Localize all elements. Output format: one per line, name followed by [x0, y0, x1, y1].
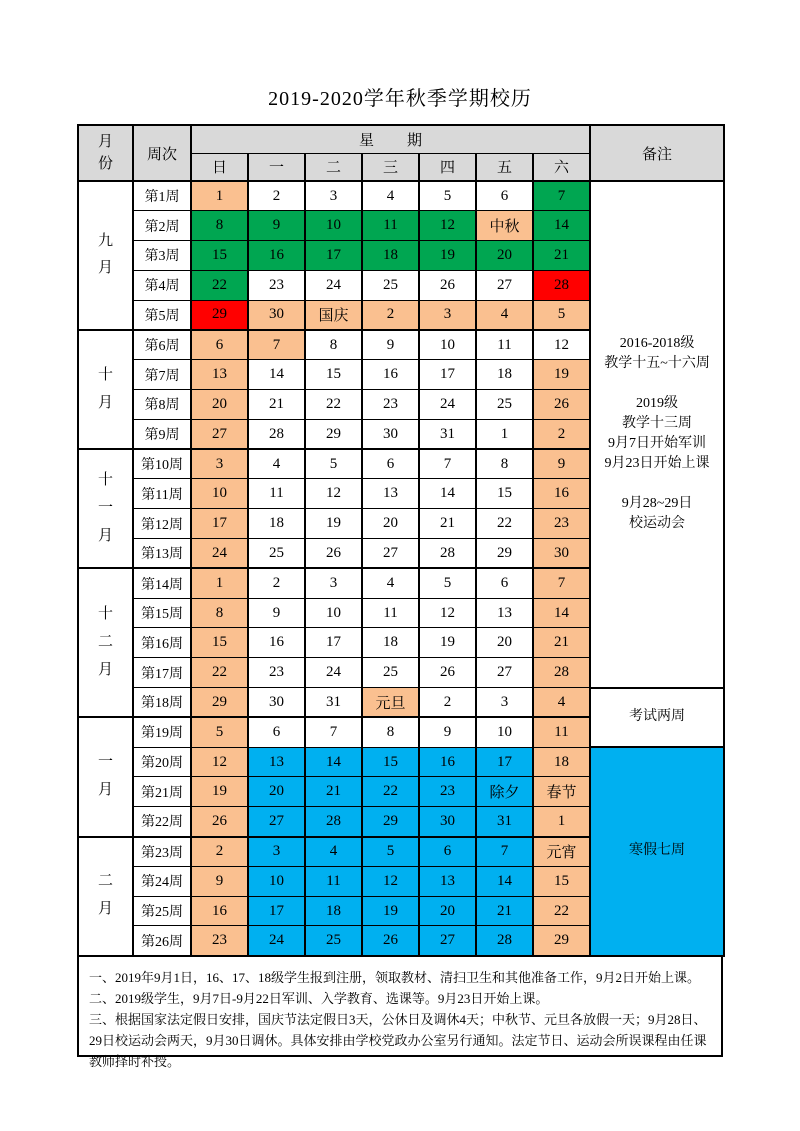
header-day-label: 日	[211, 160, 227, 177]
day-cell: 5	[362, 837, 419, 867]
day-cell: 8	[476, 449, 533, 479]
day-cell: 22	[476, 509, 533, 539]
week-label: 第10周	[133, 449, 191, 479]
day-cell: 6	[191, 330, 248, 360]
week-label: 第6周	[133, 330, 191, 360]
week-label: 第2周	[133, 211, 191, 241]
header-day	[419, 153, 476, 181]
week-label: 第15周	[133, 598, 191, 628]
day-cell: 21	[248, 390, 305, 420]
day-cell: 1	[533, 807, 590, 837]
day-cell: 4	[476, 300, 533, 330]
day-cell: 29	[476, 539, 533, 569]
day-cell: 16	[191, 896, 248, 926]
header-day-label: 一	[268, 160, 284, 177]
header-weekday-group	[191, 125, 590, 153]
day-cell: 30	[362, 419, 419, 449]
week-row	[78, 747, 724, 777]
day-cell: 7	[533, 568, 590, 598]
day-cell: 2	[419, 688, 476, 718]
day-cell: 12	[305, 479, 362, 509]
day-cell: 5	[191, 717, 248, 747]
month-label-text: 九月	[97, 232, 113, 277]
day-cell: 6	[476, 568, 533, 598]
day-cell: 17	[476, 747, 533, 777]
day-cell: 27	[248, 807, 305, 837]
day-cell: 4	[533, 688, 590, 718]
remarks-line: 9月28~29日	[621, 496, 693, 512]
day-cell: 9	[191, 866, 248, 896]
day-cell: 3	[476, 688, 533, 718]
day-cell: 14	[533, 211, 590, 241]
header-month-label: 月份	[97, 133, 113, 172]
day-cell: 12	[533, 330, 590, 360]
day-cell: 23	[419, 777, 476, 807]
day-cell: 3	[191, 449, 248, 479]
day-cell: 7	[248, 330, 305, 360]
day-cell: 3	[248, 837, 305, 867]
day-cell: 2	[362, 300, 419, 330]
day-cell: 4	[248, 449, 305, 479]
day-cell: 除夕	[476, 777, 533, 807]
day-cell: 22	[533, 896, 590, 926]
week-label: 第23周	[133, 837, 191, 867]
day-cell: 1	[476, 419, 533, 449]
day-cell: 8	[305, 330, 362, 360]
day-cell: 6	[419, 837, 476, 867]
note-line: 二、2019级学生，9月7日-9月22日军训、入学教育、选课等。9月23日开始上课。	[89, 990, 549, 1006]
week-label: 第13周	[133, 539, 191, 569]
week-label: 第11周	[133, 479, 191, 509]
day-cell: 31	[305, 688, 362, 718]
day-cell: 10	[476, 717, 533, 747]
week-label: 第7周	[133, 360, 191, 390]
note-line: 一、2019年9月1日，16、17、18级学生报到注册，领取教材、清扫卫生和其他准备工作，9月2日开始上课。	[89, 969, 701, 985]
day-cell: 10	[248, 866, 305, 896]
week-row	[78, 688, 724, 718]
day-cell: 12	[362, 866, 419, 896]
day-cell: 25	[248, 539, 305, 569]
day-cell: 20	[476, 628, 533, 658]
week-label: 第18周	[133, 688, 191, 718]
day-cell: 27	[362, 539, 419, 569]
header-week	[133, 125, 191, 181]
remarks-cell	[590, 688, 724, 748]
day-cell: 14	[533, 598, 590, 628]
day-cell: 2	[533, 419, 590, 449]
day-cell: 20	[419, 896, 476, 926]
day-cell: 31	[476, 807, 533, 837]
day-cell: 16	[533, 479, 590, 509]
day-cell: 1	[191, 568, 248, 598]
week-label: 第1周	[133, 181, 191, 211]
day-cell: 17	[305, 628, 362, 658]
day-cell: 5	[419, 181, 476, 211]
header-day	[305, 153, 362, 181]
day-cell: 7	[476, 837, 533, 867]
day-cell: 15	[362, 747, 419, 777]
day-cell: 23	[362, 390, 419, 420]
remarks-line: 2019级	[636, 396, 679, 412]
header-day-label: 五	[496, 160, 512, 177]
week-label: 第21周	[133, 777, 191, 807]
header-remarks	[590, 125, 724, 181]
day-cell: 10	[305, 598, 362, 628]
day-cell: 12	[191, 747, 248, 777]
day-cell: 9	[362, 330, 419, 360]
day-cell: 8	[191, 598, 248, 628]
day-cell: 21	[533, 628, 590, 658]
day-cell: 20	[476, 241, 533, 271]
day-cell: 28	[533, 270, 590, 300]
day-cell: 13	[476, 598, 533, 628]
day-cell: 18	[476, 360, 533, 390]
day-cell: 4	[362, 181, 419, 211]
day-cell: 26	[362, 926, 419, 956]
day-cell: 6	[362, 449, 419, 479]
day-cell: 27	[476, 658, 533, 688]
day-cell: 18	[362, 628, 419, 658]
day-cell: 中秋	[476, 211, 533, 241]
header-day-label: 六	[554, 160, 570, 177]
day-cell: 16	[248, 241, 305, 271]
day-cell: 19	[305, 509, 362, 539]
day-cell: 元宵	[533, 837, 590, 867]
day-cell: 16	[248, 628, 305, 658]
day-cell: 11	[362, 211, 419, 241]
day-cell: 11	[533, 717, 590, 747]
day-cell: 15	[191, 241, 248, 271]
header-day	[248, 153, 305, 181]
day-cell: 8	[362, 717, 419, 747]
day-cell: 24	[248, 926, 305, 956]
day-cell: 18	[248, 509, 305, 539]
day-cell: 14	[248, 360, 305, 390]
day-cell: 9	[248, 211, 305, 241]
day-cell: 9	[248, 598, 305, 628]
day-cell: 26	[533, 390, 590, 420]
day-cell: 19	[419, 241, 476, 271]
week-label: 第22周	[133, 807, 191, 837]
day-cell: 11	[248, 479, 305, 509]
day-cell: 5	[419, 568, 476, 598]
day-cell: 26	[305, 539, 362, 569]
month-label	[78, 837, 133, 956]
day-cell: 20	[362, 509, 419, 539]
week-label: 第5周	[133, 300, 191, 330]
day-cell: 29	[362, 807, 419, 837]
week-label: 第26周	[133, 926, 191, 956]
month-label	[78, 449, 133, 568]
day-cell: 29	[533, 926, 590, 956]
day-cell: 25	[305, 926, 362, 956]
header-day	[533, 153, 590, 181]
day-cell: 5	[533, 300, 590, 330]
day-cell: 16	[419, 747, 476, 777]
remarks-line	[591, 374, 723, 394]
month-label-text: 十二月	[97, 606, 113, 678]
day-cell: 13	[419, 866, 476, 896]
day-cell: 7	[533, 181, 590, 211]
week-label: 第14周	[133, 568, 191, 598]
header-day	[362, 153, 419, 181]
page-title: 2019-2020学年秋季学期校历	[268, 88, 532, 110]
day-cell: 29	[191, 688, 248, 718]
day-cell: 24	[305, 658, 362, 688]
day-cell: 28	[305, 807, 362, 837]
day-cell: 16	[362, 360, 419, 390]
day-cell: 14	[305, 747, 362, 777]
day-cell: 7	[305, 717, 362, 747]
day-cell: 19	[191, 777, 248, 807]
day-cell: 3	[419, 300, 476, 330]
day-cell: 24	[305, 270, 362, 300]
day-cell: 20	[248, 777, 305, 807]
day-cell: 29	[191, 300, 248, 330]
day-cell: 28	[476, 926, 533, 956]
calendar-table	[77, 124, 725, 957]
remarks-line: 寒假七周	[629, 843, 686, 859]
day-cell: 22	[362, 777, 419, 807]
week-label: 第25周	[133, 896, 191, 926]
remarks-line: 9月23日开始上课	[604, 456, 710, 472]
calendar-body	[78, 181, 724, 956]
day-cell: 27	[476, 270, 533, 300]
day-cell: 17	[419, 360, 476, 390]
day-cell: 19	[533, 360, 590, 390]
day-cell: 22	[191, 658, 248, 688]
week-label: 第17周	[133, 658, 191, 688]
day-cell: 13	[191, 360, 248, 390]
day-cell: 国庆	[305, 300, 362, 330]
day-cell: 30	[419, 807, 476, 837]
day-cell: 3	[305, 568, 362, 598]
day-cell: 25	[362, 658, 419, 688]
day-cell: 6	[476, 181, 533, 211]
day-cell: 18	[533, 747, 590, 777]
remarks-line: 2016-2018级	[619, 336, 695, 352]
header-month	[78, 125, 133, 181]
day-cell: 21	[476, 896, 533, 926]
day-cell: 23	[248, 658, 305, 688]
header-remarks-label: 备注	[642, 146, 673, 163]
remarks-line: 9月7日开始军训	[608, 436, 707, 452]
day-cell: 30	[248, 688, 305, 718]
remarks-line: 教学十五~十六周	[604, 356, 710, 372]
day-cell: 21	[305, 777, 362, 807]
week-label: 第16周	[133, 628, 191, 658]
week-label: 第4周	[133, 270, 191, 300]
day-cell: 17	[248, 896, 305, 926]
day-cell: 15	[305, 360, 362, 390]
day-cell: 10	[191, 479, 248, 509]
day-cell: 31	[419, 419, 476, 449]
day-cell: 26	[419, 270, 476, 300]
header-row-top	[78, 125, 724, 153]
day-cell: 15	[533, 866, 590, 896]
day-cell: 29	[305, 419, 362, 449]
day-cell: 春节	[533, 777, 590, 807]
header-day	[476, 153, 533, 181]
day-cell: 9	[419, 717, 476, 747]
header-weekday-group-label: 星期	[359, 132, 456, 149]
month-label-text: 一月	[97, 754, 113, 798]
day-cell: 4	[305, 837, 362, 867]
day-cell: 2	[191, 837, 248, 867]
month-label	[78, 568, 133, 717]
day-cell: 19	[419, 628, 476, 658]
week-label: 第24周	[133, 866, 191, 896]
day-cell: 17	[191, 509, 248, 539]
month-label	[78, 330, 133, 449]
day-cell: 17	[305, 241, 362, 271]
day-cell: 11	[476, 330, 533, 360]
day-cell: 20	[191, 390, 248, 420]
day-cell: 26	[419, 658, 476, 688]
day-cell: 21	[419, 509, 476, 539]
day-cell: 1	[191, 181, 248, 211]
day-cell: 3	[305, 181, 362, 211]
week-label: 第20周	[133, 747, 191, 777]
remarks-line: 校运动会	[629, 516, 686, 532]
day-cell: 25	[362, 270, 419, 300]
day-cell: 30	[533, 539, 590, 569]
day-cell: 23	[248, 270, 305, 300]
remarks-cell	[590, 747, 724, 956]
day-cell: 18	[305, 896, 362, 926]
note-line: 三、根据国家法定假日安排，国庆节法定假日3天，公休日及调休4天；中秋节、元旦各放假一天；9月28日、29日校运动会两天，9月30日调休。具体安排由学校党政办公室另行通知。法定节日、运动会所误课程由任课教师择时补授。	[89, 1011, 707, 1069]
month-label	[78, 181, 133, 330]
day-cell: 23	[191, 926, 248, 956]
day-cell: 元旦	[362, 688, 419, 718]
week-row	[78, 181, 724, 211]
day-cell: 11	[305, 866, 362, 896]
day-cell: 14	[476, 866, 533, 896]
day-cell: 24	[419, 390, 476, 420]
week-label: 第9周	[133, 419, 191, 449]
day-cell: 7	[419, 449, 476, 479]
day-cell: 8	[191, 211, 248, 241]
day-cell: 24	[191, 539, 248, 569]
day-cell: 19	[362, 896, 419, 926]
week-label: 第3周	[133, 241, 191, 271]
remarks-line	[591, 474, 723, 494]
remarks-line: 考试两周	[629, 709, 686, 725]
week-label: 第12周	[133, 509, 191, 539]
notes-box	[77, 957, 723, 1069]
remarks-line: 教学十三周	[622, 416, 693, 432]
day-cell: 27	[191, 419, 248, 449]
month-label-text: 二月	[97, 873, 113, 918]
day-cell: 30	[248, 300, 305, 330]
day-cell: 25	[476, 390, 533, 420]
day-cell: 18	[362, 241, 419, 271]
day-cell: 2	[248, 568, 305, 598]
header-day	[191, 153, 248, 181]
month-label	[78, 717, 133, 836]
week-label: 第19周	[133, 717, 191, 747]
day-cell: 22	[191, 270, 248, 300]
week-label: 第8周	[133, 390, 191, 420]
day-cell: 26	[191, 807, 248, 837]
day-cell: 12	[419, 211, 476, 241]
day-cell: 13	[248, 747, 305, 777]
day-cell: 15	[476, 479, 533, 509]
day-cell: 21	[533, 241, 590, 271]
day-cell: 11	[362, 598, 419, 628]
day-cell: 15	[191, 628, 248, 658]
day-cell: 14	[419, 479, 476, 509]
month-label-text: 十一月	[97, 472, 113, 544]
day-cell: 5	[305, 449, 362, 479]
day-cell: 4	[362, 568, 419, 598]
day-cell: 23	[533, 509, 590, 539]
calendar-header	[78, 125, 724, 181]
day-cell: 10	[419, 330, 476, 360]
day-cell: 6	[248, 717, 305, 747]
day-cell: 10	[305, 211, 362, 241]
day-cell: 12	[419, 598, 476, 628]
header-day-label: 二	[325, 160, 341, 177]
remarks-cell	[590, 181, 724, 688]
day-cell: 28	[533, 658, 590, 688]
day-cell: 13	[362, 479, 419, 509]
day-cell: 27	[419, 926, 476, 956]
day-cell: 9	[533, 449, 590, 479]
header-day-label: 三	[382, 160, 398, 177]
month-label-text: 十月	[97, 366, 113, 411]
day-cell: 28	[419, 539, 476, 569]
header-day-label: 四	[439, 160, 455, 177]
day-cell: 2	[248, 181, 305, 211]
day-cell: 28	[248, 419, 305, 449]
header-week-label: 周次	[146, 146, 177, 163]
day-cell: 22	[305, 390, 362, 420]
